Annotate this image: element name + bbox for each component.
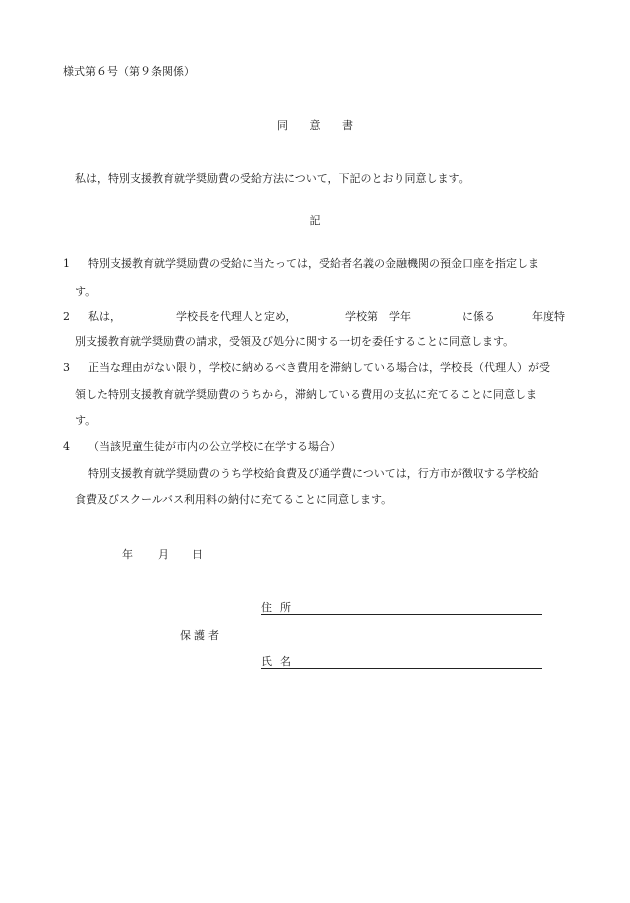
item-line: す。	[75, 285, 97, 298]
item-line-part: 年度特	[532, 310, 565, 323]
item-line: 特別支援教育就学奨励費の受給に当たっては，受給者名義の金融機関の預金口座を指定しま	[88, 257, 539, 270]
item-line-part: 学年	[389, 310, 411, 323]
document-title: 同 意 書	[277, 119, 362, 132]
guardian-label: 保護者	[180, 629, 222, 642]
address-field-line[interactable]	[261, 614, 542, 615]
item-line: 食費及びスクールバス利用料の納付に充てることに同意します。	[75, 493, 393, 506]
item-line-part: に係る	[462, 310, 495, 323]
item-number: 4	[63, 440, 70, 453]
form-number: 様式第６号（第９条関係）	[63, 65, 195, 78]
item-line-part: 学校長を代理人と定め，	[176, 310, 297, 323]
date-year-label: 年	[122, 548, 133, 561]
item-number: 1	[63, 257, 70, 270]
item-line: す。	[75, 414, 97, 427]
address-label: 住所	[261, 601, 299, 614]
name-field-line[interactable]	[261, 668, 542, 669]
item-line-part: 私は，	[88, 310, 121, 323]
item-line-part: 学校第	[345, 310, 378, 323]
ki-heading: 記	[309, 214, 321, 227]
intro-paragraph: 私は，特別支援教育就学奨励費の受給方法について，下記のとおり同意します。	[75, 172, 470, 185]
item-number: 2	[63, 310, 70, 323]
name-label: 氏名	[261, 655, 299, 668]
item-number: 3	[63, 361, 70, 374]
item-line: 領した特別支援教育就学奨励費のうちから，滞納している費用の支払に充てることに同意しま	[75, 388, 537, 401]
item-line: （当該児童生徒が市内の公立学校に在学する場合）	[88, 440, 341, 453]
item-line: 正当な理由がない限り，学校に納めるべき費用を滞納している場合は，学校長（代理人）が受	[88, 361, 550, 374]
item-line: 別支援教育就学奨励費の請求，受領及び処分に関する一切を委任することに同意します。	[75, 335, 515, 348]
date-month-label: 月	[158, 548, 169, 561]
item-line: 特別支援教育就学奨励費のうち学校給食費及び通学費については，行方市が徴収する学校給	[88, 467, 539, 480]
date-day-label: 日	[192, 548, 203, 561]
